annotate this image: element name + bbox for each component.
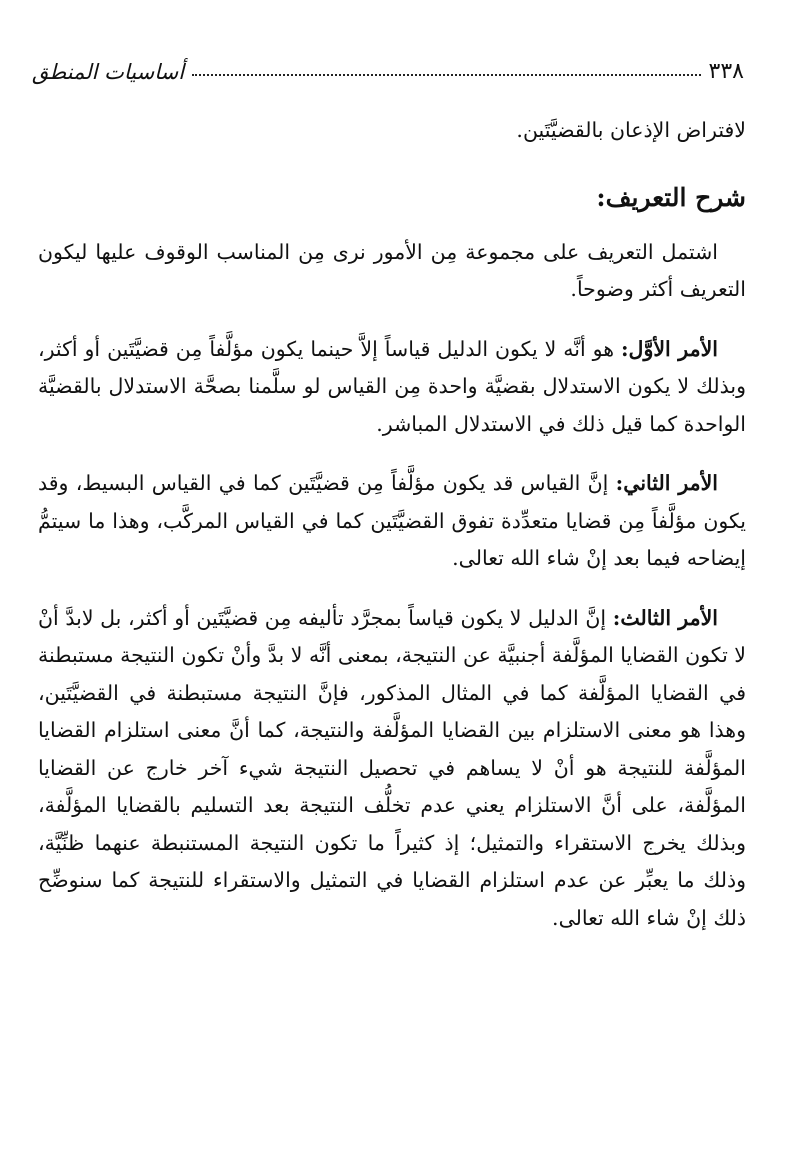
paragraph-second-matter <box>38 465 746 578</box>
text-first-matter: هو أنَّه لا يكون الدليل قياساً إلاَّ حينما يكون مؤلَّفاً مِن قضيَّتَين أو أكثر، وبذلك لا يكون الاستدلال بقضيَّة واحدة مِن القياس لو سلَّمنا بصحَّة الاستدلال بالقضيَّة الواحدة كما قيل ذلك في الاستدلال المباشر. <box>38 336 746 436</box>
page-body <box>38 112 746 937</box>
text-second-matter: إنَّ القياس قد يكون مؤلَّفاً مِن قضيَّتَين كما في القياس البسيط، وقد يكون مؤلَّفاً مِن قضايا متعدِّدة تفوق القضيَّتَين كما في القياس المركَّب، وهذا ما سيتمُّ إيضاحه فيما بعد إنْ شاء الله تعالى. <box>38 471 746 570</box>
text-third-matter: إنَّ الدليل لا يكون قياساً بمجرَّد تأليفه مِن قضيَّتَين أو أكثر، بل لابدَّ أنْ لا تكون القضايا المؤلَّفة أجنبيَّة عن النتيجة، بمعنى أنَّه لا بدَّ وأنْ تكون النتيجة مستبطنة في القضايا المؤلَّفة كما في المثال المذكور، فإنَّ النتيجة مستبطنة في القضيَّتَين، وهذا هو معنى الاستلزام بين القضايا المؤلَّفة والنتيجة، كما أنَّ معنى استلزام القضايا المؤلَّفة للنتيجة هو أنْ لا يساهم في تحصيل النتيجة شيء آخر خارج عن القضايا المؤلَّفة، على أنَّ الاستلزام يعني عدم تخلُّف النتيجة بعد التسليم بالقضايا المؤلَّفة، وبذلك يخرج الاستقراء والتمثيل؛ إذ كثيراً ما تكون النتيجة المستنبطة عنهما ظنِّيَّة، وذلك ما يعبِّر عن عدم استلزام القضايا في التمثيل والاستقراء للنتيجة كما سنوضِّح ذلك إنْ شاء الله تعالى. <box>38 605 746 930</box>
term-first-matter: الأمر الأوَّل: <box>620 336 718 361</box>
header-dotted-leader <box>192 74 700 76</box>
page-number: ٣٣٨ <box>708 59 744 84</box>
term-second-matter: الأمر الثاني: <box>615 471 718 495</box>
book-title: أساسيات المنطق <box>32 60 185 84</box>
section-heading: شرح التعريف: <box>596 182 746 212</box>
paragraph-third-matter <box>38 600 746 938</box>
page-header <box>32 44 744 84</box>
intro-paragraph: اشتمل التعريف على مجموعة مِن الأمور نرى مِن المناسب الوقوف عليها ليكون التعريف أكثر وضوحاً. <box>38 239 746 301</box>
paragraph-first-matter <box>38 331 746 444</box>
term-third-matter: الأمر الثالث: <box>612 605 718 630</box>
carryover-line: لافتراض الإذعان بالقضيَّتَين. <box>516 118 746 142</box>
